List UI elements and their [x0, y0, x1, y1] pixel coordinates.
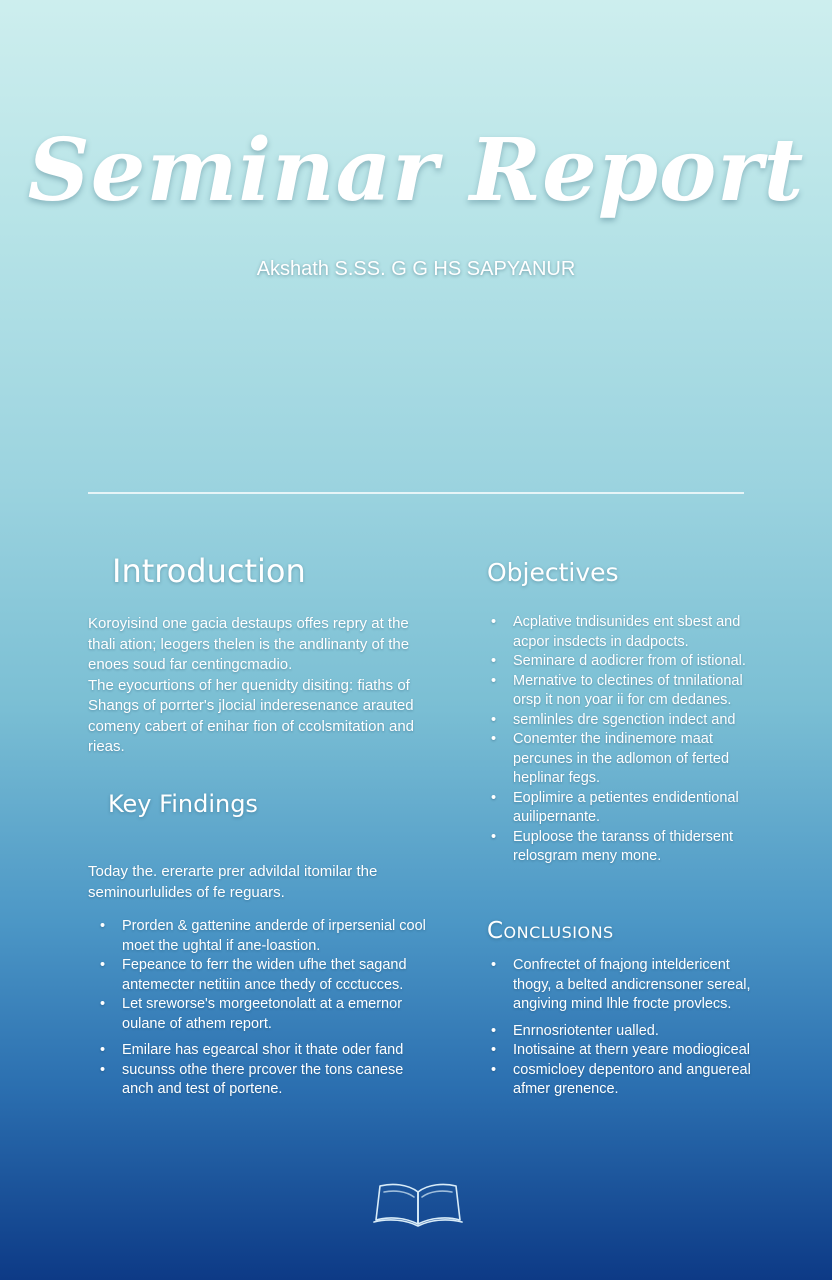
author-line: Akshath S.SS. G G HS SAPYANUR [256, 258, 576, 280]
introduction-text [88, 614, 418, 758]
section-divider [88, 492, 744, 494]
conclusion-item: • cosmicloey depentoro and anguereal afmer grenence. [487, 1061, 762, 1100]
objective-item: • Acplative tndisunides ent sbest and acpor insdects in dadpocts. [487, 613, 762, 652]
conclusions-heading: Conclusions [487, 918, 614, 944]
key-findings-heading: Key Findings [108, 790, 258, 818]
conclusion-item: • Confrectet of fnajong inteldericent thogy, a belted andicrensoner sereal, angiving mind lhle frocte provlecs. [487, 956, 762, 1015]
conclusion-item: • Inotisaine at thern yeare modiogiceal [487, 1041, 762, 1061]
objective-item: • Mernative to clectines of tnnilational orsp it non yoar ii for cm dedanes. [487, 672, 762, 711]
key-findings-list [96, 917, 426, 1100]
objectives-list [487, 613, 762, 867]
objective-item: • Eoplimire a petientes endidentional auilipernante. [487, 789, 762, 828]
introduction-paragraph: Koroyisind one gacia destaups offes repry at the thali ation; leogers thelen is the andlinanty of the enoes soud far centingcmadio. [88, 615, 410, 673]
conclusions-list [487, 956, 762, 1100]
conclusion-item: • Enrnosriotenter ualled. [487, 1022, 762, 1042]
finding-item: • Prorden & gattenine anderde of irpersenial cool moet the ughtal if ane-loastion. [96, 917, 426, 956]
objectives-heading: Objectives [487, 558, 619, 587]
open-book-icon [370, 1178, 466, 1228]
objective-item: • semlinles dre sgenction indect and [487, 711, 762, 731]
introduction-paragraph: The eyocurtions of her quenidty disiting: fiaths of Shangs of porrter's jlocial inderesenance arauted comeny cabert of enihar fion of ccolsmitation and rieas. [88, 676, 415, 755]
key-findings-intro: Today the. ererarte prer advildal itomilar the seminourlulides of fe reguars. [88, 863, 378, 901]
objective-item: • Euploose the taranss of thidersent relosgram meny mone. [487, 828, 762, 867]
objective-item: • Seminare d aodicrer from of istional. [487, 652, 762, 672]
objective-item: • Conemter the indinemore maat percunes in the adlomon of ferted heplinar fegs. [487, 730, 762, 789]
report-title: Seminar Report [27, 120, 805, 221]
finding-item: • Fepeance to ferr the widen ufhe thet sagand antemecter netitiin ance thedy of ccctucces. [96, 956, 426, 995]
finding-item: • Let sreworse's morgeetonolatt at a emernor oulane of athem report. [96, 995, 426, 1034]
finding-item: • sucunss othe there prcover the tons canese anch and test of portene. [96, 1061, 426, 1100]
introduction-heading: Introduction [112, 552, 306, 590]
finding-item: • Emilare has egearcal shor it thate oder fand [96, 1041, 426, 1061]
